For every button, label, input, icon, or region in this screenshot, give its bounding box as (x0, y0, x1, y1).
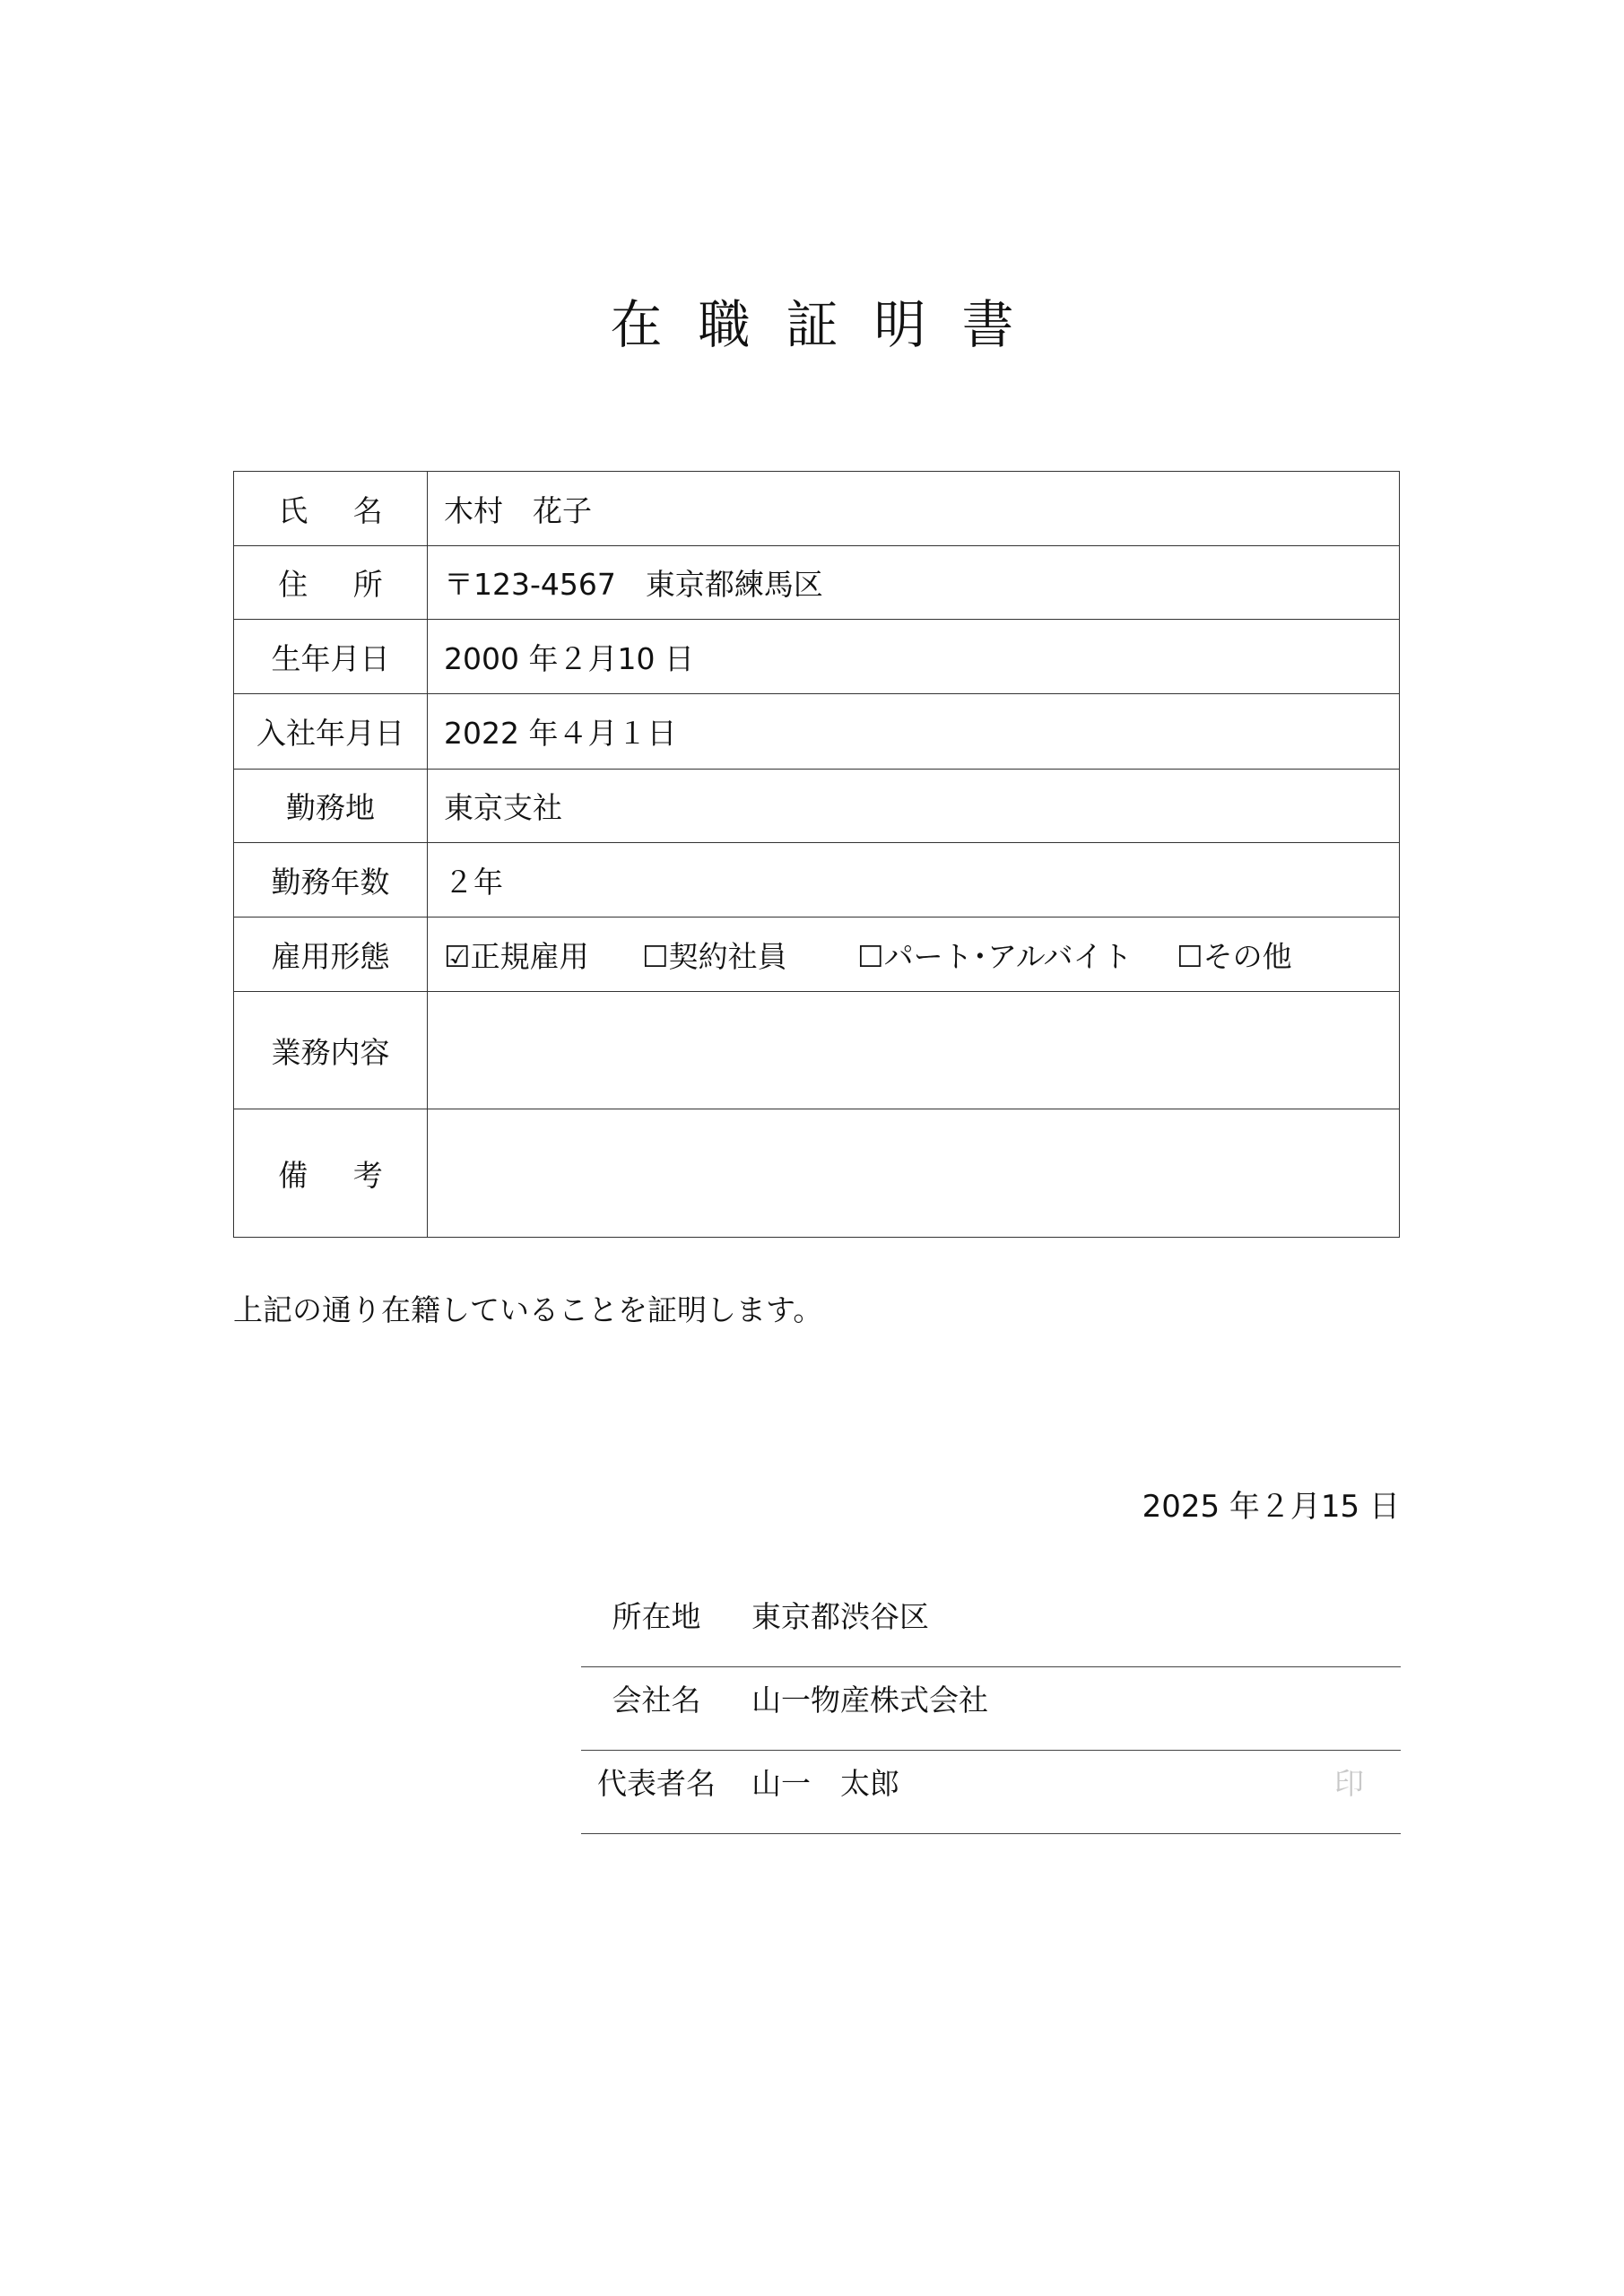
table-row-duties (234, 992, 1400, 1109)
option-contract-checkbox[interactable]: ☐契約社員 (642, 938, 787, 974)
table-row-workplace (234, 770, 1400, 843)
workplace-value: 東京支社 (428, 770, 1400, 843)
table-row-employment-type (234, 918, 1400, 992)
company-name: 山一物産株式会社 (751, 1683, 988, 1718)
row-label: 業務内容 (234, 992, 428, 1109)
company-name-row (581, 1667, 1401, 1751)
name-value: 木村 花子 (428, 472, 1400, 546)
row-label: 雇用形態 (234, 918, 428, 992)
company-name-label: 会社名 (612, 1683, 701, 1718)
page-title: 在職証明書 (610, 294, 1050, 355)
remarks-value (428, 1109, 1400, 1238)
row-label: 勤務地 (234, 770, 428, 843)
table-row-years (234, 843, 1400, 918)
duties-value (428, 992, 1400, 1109)
table-row-hire-date (234, 694, 1400, 770)
address-value: 〒123-4567 東京都練馬区 (428, 546, 1400, 620)
certification-statement: 上記の通り在籍していることを証明します。 (233, 1292, 823, 1327)
years-value: ２年 (428, 843, 1400, 918)
company-address-label: 所在地 (612, 1599, 701, 1634)
company-address-row (581, 1592, 1401, 1667)
representative-row (581, 1751, 1401, 1834)
row-label: 氏 名 (234, 472, 428, 546)
option-regular-checkbox[interactable]: ☑正規雇用 (444, 938, 589, 974)
representative-label: 代表者名 (597, 1766, 716, 1801)
row-label: 勤務年数 (234, 843, 428, 918)
row-label: 生年月日 (234, 620, 428, 694)
employment-type-options (428, 918, 1400, 992)
representative-name: 山一 太郎 (751, 1766, 899, 1801)
birthdate-value: 2000 年２月10 日 (428, 620, 1400, 694)
table-row-address (234, 546, 1400, 620)
company-address: 東京都渋谷区 (751, 1599, 929, 1634)
table-row-remarks (234, 1109, 1400, 1238)
employment-info-table (233, 471, 1400, 1238)
table-row-birthdate (234, 620, 1400, 694)
row-label: 入社年月日 (234, 694, 428, 770)
row-label: 備 考 (234, 1109, 428, 1238)
table-row-name (234, 472, 1400, 546)
row-label: 住 所 (234, 546, 428, 620)
option-other-checkbox[interactable]: ☐その他 (1177, 938, 1292, 974)
issue-date: 2025 年２月15 日 (1142, 1489, 1400, 1525)
seal-mark: 印 (1334, 1766, 1364, 1801)
company-block (581, 1592, 1401, 1834)
hire-date-value: 2022 年４月１日 (428, 694, 1400, 770)
option-part-time-checkbox[interactable]: ☐パート･アルバイト (857, 938, 1133, 974)
